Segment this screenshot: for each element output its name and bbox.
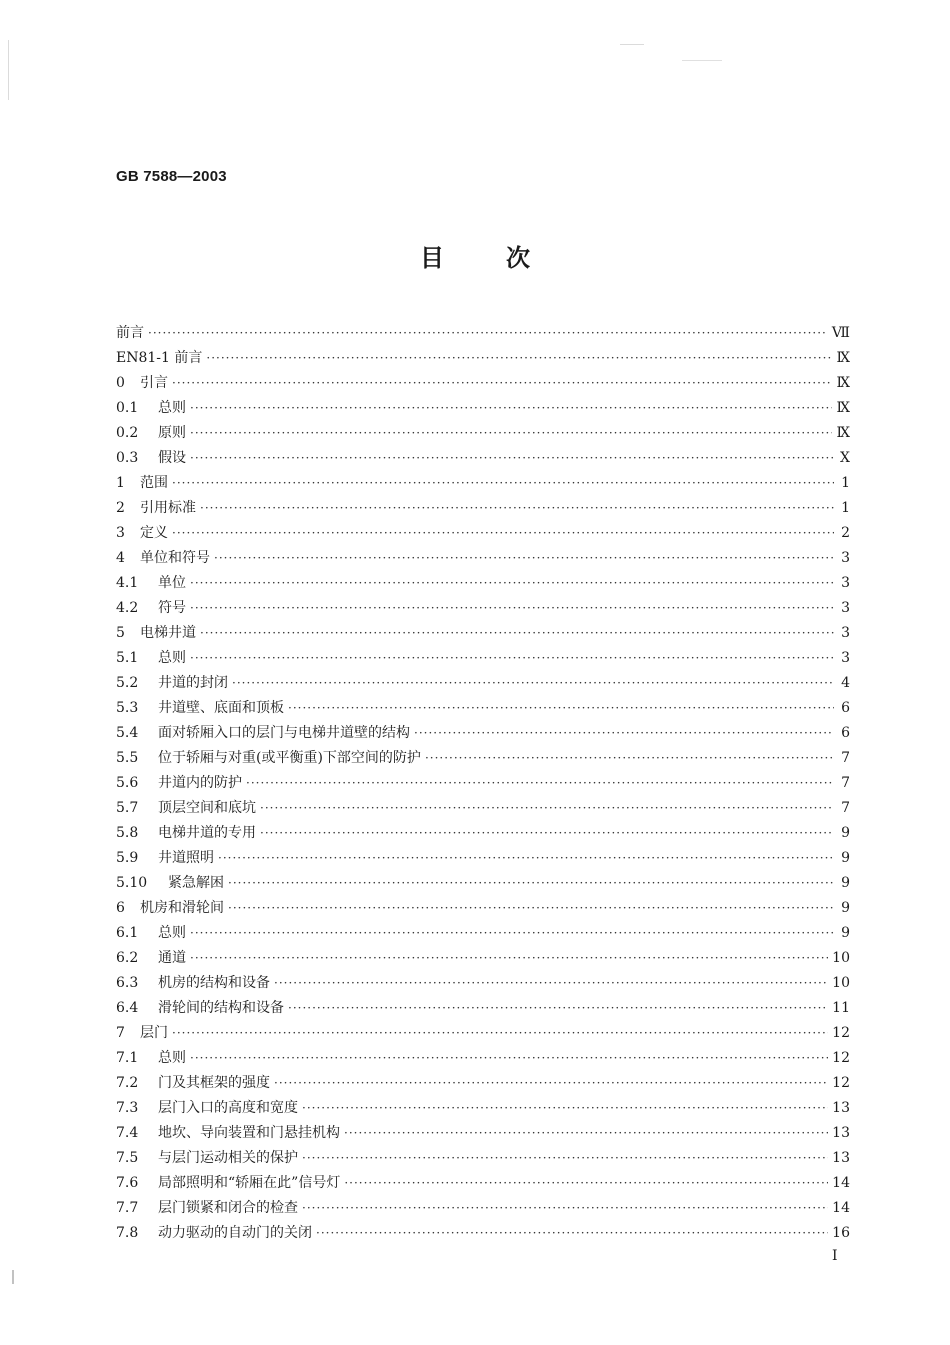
toc-entry-number: 7.8 [116,1225,139,1241]
toc-entry-number: 6.4 [116,1000,139,1016]
toc-entry-number: 7.1 [116,1050,139,1066]
toc-entry [116,696,850,721]
toc-entry-number: 6.1 [116,925,139,941]
document-code: GB 7588—2003 [116,168,227,185]
toc-entry [116,671,850,696]
toc-entry-label: 井道壁、底面和顶板 [158,700,284,716]
toc-entry-page: 9 [841,825,850,841]
dot-leader [190,596,834,621]
toc-entry-label: 紧急解困 [168,875,224,891]
dot-leader [274,971,828,996]
toc-entry-page: 3 [841,650,850,666]
toc-entry [116,621,850,646]
dot-leader [218,846,834,871]
toc-entry-number: 5.5 [116,750,139,766]
toc-entry [116,871,850,896]
toc-entry-number: 7.4 [116,1125,139,1141]
toc-entry-label: 局部照明和“轿厢在此”信号灯 [158,1175,341,1191]
toc-entry-label: 假设 [158,450,186,466]
toc-entry-page: Ⅹ [840,450,850,466]
title-part-2: 次 [506,244,530,272]
toc-entry [116,971,850,996]
toc-entry-number: 5.3 [116,700,139,716]
toc-entry [116,596,850,621]
toc-entry-label: 符号 [158,600,186,616]
toc-entry-number: 5.6 [116,775,139,791]
dot-leader [190,446,834,471]
toc-entry-page: Ⅸ [836,350,850,366]
toc-entry-page: 3 [841,550,850,566]
toc-entry-number: 7 [116,1025,125,1041]
toc-entry-label: 引言 [140,375,168,391]
toc-entry-page: 14 [832,1175,850,1191]
toc-entry-label: 层门入口的高度和宽度 [158,1100,298,1116]
toc-entry-label: 定义 [140,525,168,541]
dot-leader [172,471,834,496]
dot-leader [190,421,832,446]
toc-entry-number: 1 [116,475,125,491]
toc-entry-label: 动力驱动的自动门的关闭 [158,1225,312,1241]
toc-entry-label: 井道的封闭 [158,675,228,691]
toc-entry-number: 4 [116,550,125,566]
toc-entry [116,821,850,846]
toc-entry-number: 7.3 [116,1100,139,1116]
toc-entry [116,646,850,671]
toc-entry [116,846,850,871]
toc-entry-number: 3 [116,525,125,541]
toc-entry-page: 7 [841,800,850,816]
toc-entry-number: 6.2 [116,950,139,966]
toc-entry-number: 5.7 [116,800,139,816]
title-part-1: 目 [420,244,444,272]
toc-entry-page: Ⅸ [836,375,850,391]
toc-entry-number: 6 [116,900,125,916]
toc-entry-label: 层门锁紧和闭合的检查 [158,1200,298,1216]
toc-entry [116,1221,850,1246]
toc-entry-number: 2 [116,500,125,516]
dot-leader [228,896,834,921]
toc-entry [116,746,850,771]
toc-entry [116,471,850,496]
toc-entry-page: 12 [832,1025,850,1041]
toc-entry-page: Ⅸ [836,425,850,441]
toc-entry-number: 5.1 [116,650,139,666]
toc-entry-page: 13 [832,1125,850,1141]
dot-leader [344,1121,828,1146]
toc-entry-number: 5.9 [116,850,139,866]
toc-entry-label: 总则 [158,1050,186,1066]
toc-entry-page: 3 [841,600,850,616]
toc-entry-label: 总则 [158,925,186,941]
dot-leader [172,1021,828,1046]
toc-entry [116,1021,850,1046]
scan-mark [620,44,644,45]
toc-entry-label: 单位 [158,575,186,591]
toc-entry-label: 总则 [158,650,186,666]
toc-entry-label: 引用标准 [140,500,196,516]
toc-entry [116,321,850,346]
dot-leader [190,646,834,671]
toc-entry-page: 7 [841,775,850,791]
dot-leader [260,796,834,821]
toc-entry [116,1196,850,1221]
dot-leader [190,571,834,596]
toc-entry-page: 9 [841,850,850,866]
dot-leader [302,1146,828,1171]
dot-leader [172,371,832,396]
page-number: I [832,1248,838,1264]
toc-entry-page: 7 [841,750,850,766]
toc-entry-page: 9 [841,875,850,891]
toc-entry-number: 0.1 [116,400,139,416]
scan-mark [682,60,722,61]
toc-entry [116,896,850,921]
toc-entry-number: 5 [116,625,125,641]
toc-entry-number: 4.1 [116,575,139,591]
toc-entry [116,921,850,946]
toc-entry-label: 位于轿厢与对重(或平衡重)下部空间的防护 [158,750,421,766]
toc-entry [116,371,850,396]
toc-entry-page: 1 [841,500,850,516]
toc-entry-label: 顶层空间和底坑 [158,800,256,816]
toc-entry-page: 16 [832,1225,850,1241]
toc-entry [116,346,850,371]
dot-leader [190,1046,828,1071]
toc-entry-label: 与层门运动相关的保护 [158,1150,298,1166]
dot-leader [200,621,834,646]
toc-entry-page: 4 [841,675,850,691]
dot-leader [228,871,834,896]
toc-entry-label: 电梯井道 [140,625,196,641]
toc-entry-page: 9 [841,900,850,916]
dot-leader [316,1221,828,1246]
toc-entry-label: 滑轮间的结构和设备 [158,1000,284,1016]
toc-entry-label: 地坎、导向装置和门悬挂机构 [158,1125,340,1141]
toc-entry-label: EN81-1 前言 [116,350,203,366]
toc-entry-page: 6 [841,725,850,741]
toc-entry-number: 0.2 [116,425,139,441]
toc-entry [116,771,850,796]
dot-leader [344,1171,828,1196]
dot-leader [190,396,832,421]
toc-entry [116,1171,850,1196]
toc-entry-label: 单位和符号 [140,550,210,566]
toc-entry [116,396,850,421]
dot-leader [190,921,834,946]
dot-leader [148,321,828,346]
toc-entry-number: 0 [116,375,125,391]
toc-entry-label: 井道内的防护 [158,775,242,791]
toc-entry-page: 3 [841,625,850,641]
dot-leader [414,721,834,746]
toc-entry [116,1046,850,1071]
toc-entry [116,1096,850,1121]
toc-entry-label: 门及其框架的强度 [158,1075,270,1091]
toc-entry-label: 机房的结构和设备 [158,975,270,991]
toc-entry-number: 7.5 [116,1150,139,1166]
toc-entry-number: 5.4 [116,725,139,741]
scan-mark [12,1270,14,1284]
toc-entry-page: 12 [832,1075,850,1091]
toc-entry [116,446,850,471]
toc-entry-label: 机房和滑轮间 [140,900,224,916]
dot-leader [288,996,828,1021]
toc-entry-number: 4.2 [116,600,139,616]
toc-entry-page: 13 [832,1150,850,1166]
toc-entry-page: 14 [832,1200,850,1216]
toc-entry-page: Ⅶ [831,325,850,341]
toc-entry-page: 2 [841,525,850,541]
toc-entry-page: 6 [841,700,850,716]
toc-entry-label: 电梯井道的专用 [158,825,256,841]
toc-entry-number: 7.6 [116,1175,139,1191]
toc-entry-number: 5.8 [116,825,139,841]
toc-entry [116,1121,850,1146]
toc-entry-number: 7.2 [116,1075,139,1091]
toc-entry-label: 总则 [158,400,186,416]
toc-entry-number: 5.2 [116,675,139,691]
toc-entry [116,521,850,546]
toc-entry-label: 面对轿厢入口的层门与电梯井道壁的结构 [158,725,410,741]
toc-entry-label: 范围 [140,475,168,491]
dot-leader [425,746,834,771]
toc-entry [116,1146,850,1171]
toc-entry-number: 6.3 [116,975,139,991]
toc-entry-page: 10 [832,975,850,991]
toc-entry-label: 原则 [158,425,186,441]
dot-leader [260,821,834,846]
toc-entry-label: 井道照明 [158,850,214,866]
toc-entry-page: Ⅸ [836,400,850,416]
toc-entry [116,946,850,971]
toc-entry-label: 层门 [140,1025,168,1041]
toc-entry-page: 11 [832,1000,850,1016]
toc-entry-page: 9 [841,925,850,941]
toc-entry-page: 13 [832,1100,850,1116]
toc-entry-number: 5.10 [116,875,148,891]
dot-leader [302,1196,828,1221]
toc-entry [116,796,850,821]
dot-leader [190,946,828,971]
toc-entry-page: 1 [841,475,850,491]
dot-leader [200,496,834,521]
dot-leader [246,771,834,796]
toc-entry [116,996,850,1021]
toc-entry [116,1071,850,1096]
toc-entry-page: 12 [832,1050,850,1066]
toc-entry [116,721,850,746]
toc-entry [116,496,850,521]
toc-entry-label: 前言 [116,325,144,341]
scan-mark [8,40,9,100]
dot-leader [302,1096,828,1121]
dot-leader [274,1071,828,1096]
dot-leader [288,696,834,721]
toc-entry-page: 10 [832,950,850,966]
page-title [0,238,950,273]
toc-entry-label: 通道 [158,950,186,966]
toc-entry [116,546,850,571]
toc-entry-number: 0.3 [116,450,139,466]
toc-entry [116,421,850,446]
toc-entry-number: 7.7 [116,1200,139,1216]
toc-entry-page: 3 [841,575,850,591]
dot-leader [172,521,834,546]
dot-leader [206,346,832,371]
table-of-contents [116,321,850,1246]
dot-leader [232,671,834,696]
toc-entry [116,571,850,596]
dot-leader [214,546,834,571]
